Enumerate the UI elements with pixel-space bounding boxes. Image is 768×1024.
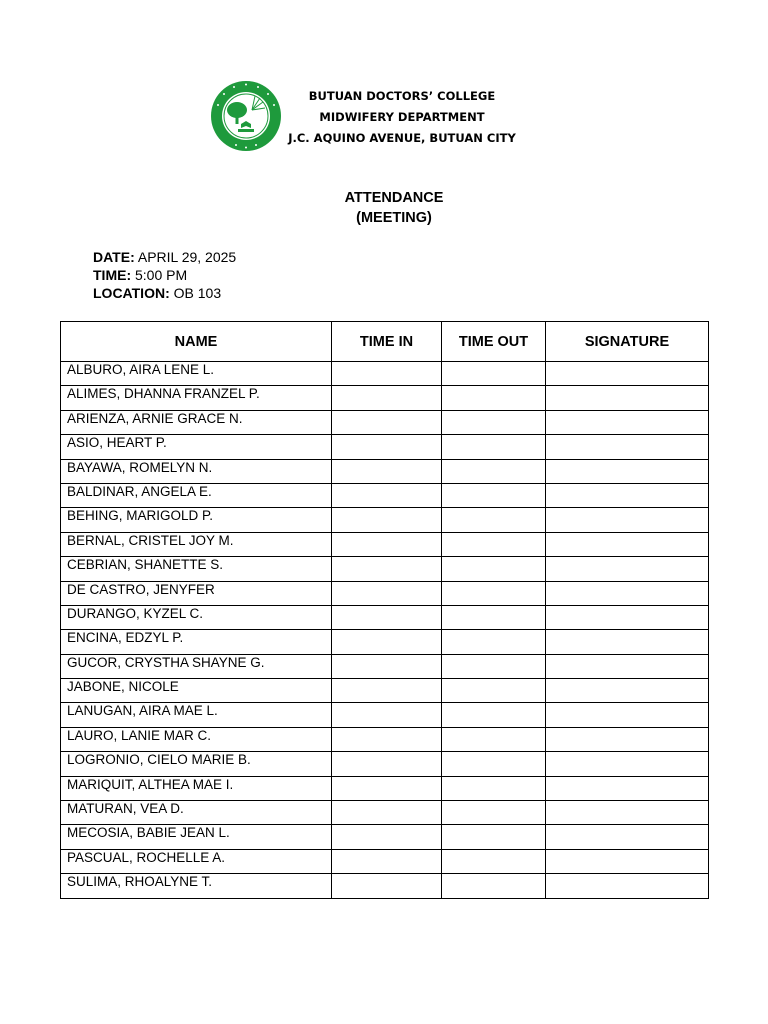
location-label: LOCATION: xyxy=(93,285,170,301)
signature-cell[interactable] xyxy=(546,362,709,386)
attendee-name-cell: BAYAWA, ROMELYN N. xyxy=(61,459,332,483)
time-value: 5:00 PM xyxy=(135,267,188,283)
time-out-cell[interactable] xyxy=(442,874,546,898)
time-in-cell[interactable] xyxy=(332,703,442,727)
signature-cell[interactable] xyxy=(546,508,709,532)
table-row xyxy=(61,849,709,873)
time-out-cell[interactable] xyxy=(442,654,546,678)
signature-cell[interactable] xyxy=(546,459,709,483)
time-in-cell[interactable] xyxy=(332,410,442,434)
attendee-name-cell: LAURO, LANIE MAR C. xyxy=(61,727,332,751)
time-label: TIME: xyxy=(93,267,132,283)
table-row xyxy=(61,874,709,898)
attendee-name-cell: MATURAN, VEA D. xyxy=(61,801,332,825)
signature-cell[interactable] xyxy=(546,386,709,410)
time-in-column-header: TIME IN xyxy=(332,322,442,362)
time-in-cell[interactable] xyxy=(332,386,442,410)
time-in-cell[interactable] xyxy=(332,727,442,751)
time-out-cell[interactable] xyxy=(442,459,546,483)
time-in-cell[interactable] xyxy=(332,825,442,849)
attendee-name-cell: LANUGAN, AIRA MAE L. xyxy=(61,703,332,727)
signature-cell[interactable] xyxy=(546,752,709,776)
time-in-cell[interactable] xyxy=(332,679,442,703)
time-out-cell[interactable] xyxy=(442,825,546,849)
attendee-name-cell: MARIQUIT, ALTHEA MAE I. xyxy=(61,776,332,800)
school-address: J.C. AQUINO AVENUE, BUTUAN CITY xyxy=(288,131,516,145)
seal-icon xyxy=(208,80,284,152)
time-in-cell[interactable] xyxy=(332,752,442,776)
signature-cell[interactable] xyxy=(546,410,709,434)
time-out-cell[interactable] xyxy=(442,727,546,751)
time-out-cell[interactable] xyxy=(442,630,546,654)
time-out-cell[interactable] xyxy=(442,386,546,410)
attendee-name-cell: ALBURO, AIRA LENE L. xyxy=(61,362,332,386)
date-label: DATE: xyxy=(93,249,135,265)
signature-cell[interactable] xyxy=(546,801,709,825)
time-out-cell[interactable] xyxy=(442,435,546,459)
time-in-cell[interactable] xyxy=(332,581,442,605)
attendee-name-cell: PASCUAL, ROCHELLE A. xyxy=(61,849,332,873)
time-out-cell[interactable] xyxy=(442,679,546,703)
attendee-name-cell: BERNAL, CRISTEL JOY M. xyxy=(61,532,332,556)
table-row xyxy=(61,801,709,825)
time-in-cell[interactable] xyxy=(332,435,442,459)
time-out-cell[interactable] xyxy=(442,483,546,507)
location-row xyxy=(93,284,236,302)
time-in-cell[interactable] xyxy=(332,874,442,898)
attendee-name-cell: CEBRIAN, SHANETTE S. xyxy=(61,557,332,581)
table-row xyxy=(61,776,709,800)
time-out-column-header: TIME OUT xyxy=(442,322,546,362)
title-line-1: ATTENDANCE xyxy=(344,190,444,206)
signature-column-header: SIGNATURE xyxy=(546,322,709,362)
table-row xyxy=(61,532,709,556)
time-in-cell[interactable] xyxy=(332,849,442,873)
signature-cell[interactable] xyxy=(546,557,709,581)
signature-cell[interactable] xyxy=(546,483,709,507)
time-in-cell[interactable] xyxy=(332,508,442,532)
attendee-name-cell: ALIMES, DHANNA FRANZEL P. xyxy=(61,386,332,410)
signature-cell[interactable] xyxy=(546,581,709,605)
signature-cell[interactable] xyxy=(546,703,709,727)
time-out-cell[interactable] xyxy=(442,605,546,629)
time-out-cell[interactable] xyxy=(442,410,546,434)
title-line-2: (MEETING) xyxy=(356,210,432,226)
table-row xyxy=(61,435,709,459)
table-row xyxy=(61,727,709,751)
attendee-name-cell: ENCINA, EDZYL P. xyxy=(61,630,332,654)
table-row xyxy=(61,386,709,410)
attendee-name-cell: ASIO, HEART P. xyxy=(61,435,332,459)
attendee-name-cell: BALDINAR, ANGELA E. xyxy=(61,483,332,507)
table-row xyxy=(61,703,709,727)
time-in-cell[interactable] xyxy=(332,483,442,507)
table-row xyxy=(61,483,709,507)
time-out-cell[interactable] xyxy=(442,703,546,727)
time-out-cell[interactable] xyxy=(442,752,546,776)
school-info xyxy=(286,86,518,149)
attendee-name-cell: BEHING, MARIGOLD P. xyxy=(61,508,332,532)
table-row xyxy=(61,581,709,605)
signature-cell[interactable] xyxy=(546,605,709,629)
table-row xyxy=(61,362,709,386)
signature-cell[interactable] xyxy=(546,654,709,678)
attendee-name-cell: MECOSIA, BABIE JEAN L. xyxy=(61,825,332,849)
date-value: APRIL 29, 2025 xyxy=(137,249,237,265)
time-out-cell[interactable] xyxy=(442,532,546,556)
table-row xyxy=(61,825,709,849)
attendance-table xyxy=(60,321,709,899)
date-row xyxy=(93,248,236,266)
table-row xyxy=(61,752,709,776)
table-row xyxy=(61,605,709,629)
attendee-name-cell: DE CASTRO, JENYFER xyxy=(61,581,332,605)
signature-cell[interactable] xyxy=(546,776,709,800)
time-in-cell[interactable] xyxy=(332,459,442,483)
time-in-cell[interactable] xyxy=(332,654,442,678)
attendee-name-cell: ARIENZA, ARNIE GRACE N. xyxy=(61,410,332,434)
school-name: BUTUAN DOCTORS’ COLLEGE xyxy=(308,89,496,103)
time-in-cell[interactable] xyxy=(332,630,442,654)
signature-cell[interactable] xyxy=(546,727,709,751)
attendance-rows xyxy=(61,362,709,899)
signature-cell[interactable] xyxy=(546,679,709,703)
table-row xyxy=(61,508,709,532)
signature-cell[interactable] xyxy=(546,849,709,873)
table-row xyxy=(61,410,709,434)
time-out-cell[interactable] xyxy=(442,776,546,800)
letterhead xyxy=(0,0,768,160)
time-out-cell[interactable] xyxy=(442,849,546,873)
table-row xyxy=(61,630,709,654)
table-row xyxy=(61,679,709,703)
name-column-header: NAME xyxy=(61,322,332,362)
signature-cell[interactable] xyxy=(546,435,709,459)
attendee-name-cell: JABONE, NICOLE xyxy=(61,679,332,703)
time-in-cell[interactable] xyxy=(332,532,442,556)
location-value: OB 103 xyxy=(173,285,222,301)
document-title xyxy=(0,188,768,228)
meeting-details xyxy=(93,248,236,302)
attendee-name-cell: SULIMA, RHOALYNE T. xyxy=(61,874,332,898)
signature-cell[interactable] xyxy=(546,630,709,654)
signature-cell[interactable] xyxy=(546,874,709,898)
table-row xyxy=(61,557,709,581)
time-in-cell[interactable] xyxy=(332,557,442,581)
time-row xyxy=(93,266,236,284)
signature-cell[interactable] xyxy=(546,532,709,556)
time-out-cell[interactable] xyxy=(442,557,546,581)
table-row xyxy=(61,459,709,483)
table-header-row xyxy=(61,322,709,362)
time-in-cell[interactable] xyxy=(332,362,442,386)
table-row xyxy=(61,654,709,678)
signature-cell[interactable] xyxy=(546,825,709,849)
attendee-name-cell: DURANGO, KYZEL C. xyxy=(61,605,332,629)
college-seal-logo xyxy=(208,80,284,152)
time-out-cell[interactable] xyxy=(442,508,546,532)
attendee-name-cell: LOGRONIO, CIELO MARIE B. xyxy=(61,752,332,776)
time-out-cell[interactable] xyxy=(442,801,546,825)
time-in-cell[interactable] xyxy=(332,605,442,629)
time-out-cell[interactable] xyxy=(442,581,546,605)
attendee-name-cell: GUCOR, CRYSTHA SHAYNE G. xyxy=(61,654,332,678)
time-in-cell[interactable] xyxy=(332,801,442,825)
department-name: MIDWIFERY DEPARTMENT xyxy=(319,110,485,124)
time-in-cell[interactable] xyxy=(332,776,442,800)
time-out-cell[interactable] xyxy=(442,362,546,386)
